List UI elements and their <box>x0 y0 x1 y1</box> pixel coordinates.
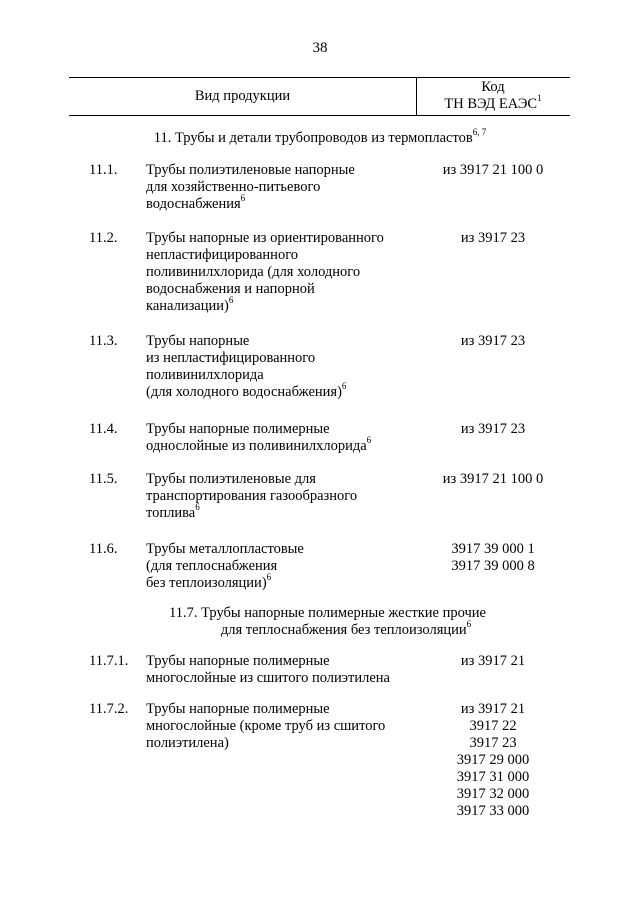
table-header-rule <box>69 115 570 116</box>
section-title-text: 11. Трубы и детали трубопроводов из термопластов <box>153 130 473 146</box>
row-tn-ved-code <box>416 653 570 670</box>
row-product-name <box>146 230 396 315</box>
product-name-line: поливинилхлорида <box>146 367 264 383</box>
code-line: из 3917 21 100 0 <box>442 162 544 178</box>
product-name-line: однослойные из поливинилхлорида$^6$ <box>146 435 372 454</box>
product-name-line: Трубы напорные полимерные <box>146 701 330 717</box>
row-number: 11.3. <box>89 333 118 349</box>
product-name-line: водоснабжения$^6$ <box>146 193 246 212</box>
footnote-ref: 1 <box>537 93 542 104</box>
product-name-line: (для теплоснабжения <box>146 558 278 574</box>
row-product-name <box>146 333 396 401</box>
row-tn-ved-code <box>416 333 570 350</box>
product-name-line: многослойные (кроме труб из сшитого <box>146 718 386 734</box>
subsection-title-text: для теплоснабжения без теплоизоляции <box>220 622 467 638</box>
footnote-ref: 6, 7 <box>472 127 487 138</box>
row-tn-ved-code <box>416 541 570 575</box>
product-name-line: многослойные из сшитого полиэтилена <box>146 670 390 686</box>
section-title <box>0 127 640 147</box>
code-line: 3917 29 000 <box>456 752 530 768</box>
footnote-ref: 6 <box>228 295 234 306</box>
product-name-line: непластифицированного <box>146 247 299 263</box>
page-number: 38 <box>312 40 328 56</box>
code-line: 3917 39 000 1 <box>451 541 535 557</box>
subsection-title <box>0 605 640 639</box>
footnote-ref: 6 <box>266 572 272 583</box>
row-number: 11.6. <box>89 541 118 557</box>
product-name-line: из непластифицированного <box>146 350 316 366</box>
row-number: 11.7.1. <box>89 653 129 669</box>
product-name-line: полиэтилена) <box>146 735 229 751</box>
code-line: из 3917 23 <box>460 421 526 437</box>
header-code <box>416 79 570 113</box>
footnote-ref: 6 <box>366 435 372 446</box>
table-top-rule <box>69 77 570 78</box>
product-name-line: без теплоизоляции)$^6$ <box>146 572 272 591</box>
footnote-ref: 6 <box>240 193 246 204</box>
row-tn-ved-code <box>416 701 570 820</box>
header-code-line2 <box>416 93 570 113</box>
row-number: 11.2. <box>89 230 118 246</box>
header-code-line1: Код <box>481 79 505 95</box>
code-line: 3917 33 000 <box>456 803 530 819</box>
row-number: 11.5. <box>89 471 118 487</box>
product-name-line: (для холодного водоснабжения)$^6$ <box>146 381 347 400</box>
product-name-line: поливинилхлорида (для холодного <box>146 264 361 280</box>
footnote-ref: 6 <box>466 619 472 630</box>
product-name-line: Трубы напорные <box>146 333 250 349</box>
row-number: 11.7.2. <box>89 701 129 717</box>
product-name-line: Трубы полиэтиленовые для <box>146 471 316 487</box>
product-name-line: водоснабжения и напорной <box>146 281 315 297</box>
row-product-name <box>146 421 396 455</box>
row-tn-ved-code <box>416 421 570 438</box>
code-line: из 3917 21 <box>460 653 526 669</box>
product-name-line: Трубы напорные полимерные <box>146 421 330 437</box>
row-number: 11.4. <box>89 421 118 437</box>
row-tn-ved-code <box>416 230 570 247</box>
row-number: 11.1. <box>89 162 118 178</box>
row-tn-ved-code <box>416 162 570 179</box>
footnote-ref: 6 <box>195 502 200 513</box>
code-line: 3917 32 000 <box>456 786 530 802</box>
code-line: из 3917 21 <box>460 701 526 717</box>
product-name-line: Трубы напорные из ориентированного <box>146 230 384 246</box>
product-name-line: для хозяйственно-питьевого <box>146 179 321 195</box>
code-line: из 3917 23 <box>460 230 526 246</box>
subsection-title-line <box>0 619 640 639</box>
header-code-line2-text: ТН ВЭД ЕАЭС <box>444 96 538 112</box>
code-line: из 3917 21 100 0 <box>442 471 544 487</box>
header-product-type: Вид продукции <box>194 88 291 104</box>
code-line: 3917 31 000 <box>456 769 530 785</box>
subsection-title-line: 11.7. Трубы напорные полимерные жесткие прочие <box>169 605 486 621</box>
code-line: 3917 23 <box>469 735 517 751</box>
code-line: из 3917 23 <box>460 333 526 349</box>
row-product-name <box>146 162 396 213</box>
row-product-name <box>146 701 396 752</box>
product-name-line: Трубы полиэтиленовые напорные <box>146 162 355 178</box>
row-product-name <box>146 653 396 687</box>
product-name-line: канализации)$^6$ <box>146 295 234 314</box>
row-product-name <box>146 471 396 522</box>
row-product-name <box>146 541 396 592</box>
code-line: 3917 22 <box>469 718 517 734</box>
row-tn-ved-code <box>416 471 570 488</box>
product-name-line: транспортирования газообразного <box>146 488 358 504</box>
product-name-line: Трубы металлопластовые <box>146 541 304 557</box>
product-name-line: топлива$^6$ <box>146 502 200 521</box>
product-name-line: Трубы напорные полимерные <box>146 653 330 669</box>
code-line: 3917 39 000 8 <box>451 558 535 574</box>
footnote-ref: 6 <box>341 381 347 392</box>
